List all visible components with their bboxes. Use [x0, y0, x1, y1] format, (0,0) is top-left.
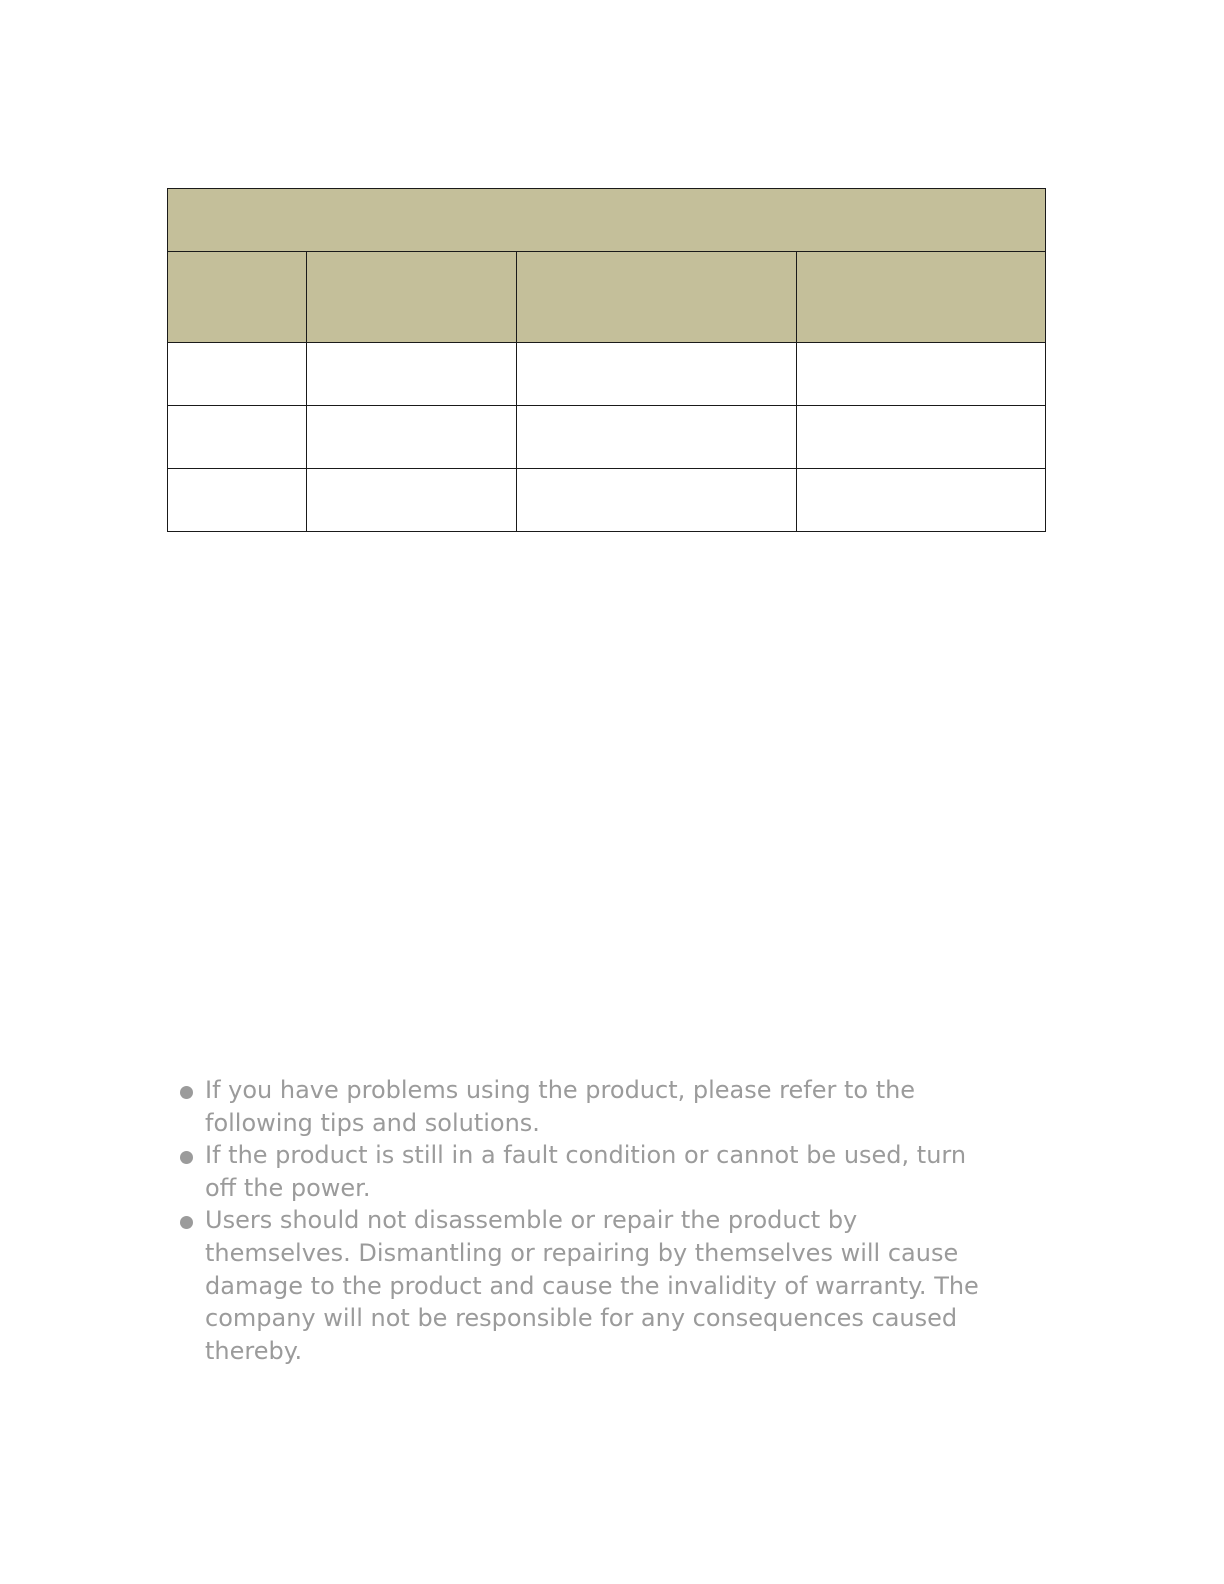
table-row — [168, 469, 1046, 532]
note-text: Users should not disassemble or repair the product by themselves. Dismantling or repairing by themselves will cause damage to the product and cause the invalidity of warranty. The company will not be responsible for any consequences caused thereby. — [205, 1206, 979, 1365]
table-header-cell — [307, 252, 517, 343]
bullet-icon — [180, 1086, 193, 1099]
table-cell — [307, 406, 517, 469]
table-title — [168, 189, 1046, 252]
table-row — [168, 406, 1046, 469]
table-header-cell — [168, 252, 307, 343]
list-item — [180, 1139, 1000, 1204]
troubleshooting-notes — [180, 1074, 1000, 1367]
table-cell — [797, 406, 1046, 469]
table-cell — [168, 469, 307, 532]
table-cell — [168, 406, 307, 469]
table-cell — [307, 343, 517, 406]
table-row — [168, 343, 1046, 406]
spec-table — [167, 188, 1046, 532]
list-item — [180, 1074, 1000, 1139]
note-text: If the product is still in a fault condition or cannot be used, turn off the power. — [205, 1141, 967, 1202]
table-header-row — [168, 252, 1046, 343]
table-cell — [517, 406, 797, 469]
table-header-cell — [517, 252, 797, 343]
table-header-cell — [797, 252, 1046, 343]
table-cell — [517, 469, 797, 532]
table-title-row — [168, 189, 1046, 252]
note-text: If you have problems using the product, please refer to the following tips and solutions. — [205, 1076, 916, 1137]
list-item — [180, 1204, 1000, 1367]
table-cell — [168, 343, 307, 406]
bullet-icon — [180, 1151, 193, 1164]
table-cell — [517, 343, 797, 406]
bullet-icon — [180, 1216, 193, 1229]
table-cell — [797, 469, 1046, 532]
table-cell — [797, 343, 1046, 406]
table-cell — [307, 469, 517, 532]
